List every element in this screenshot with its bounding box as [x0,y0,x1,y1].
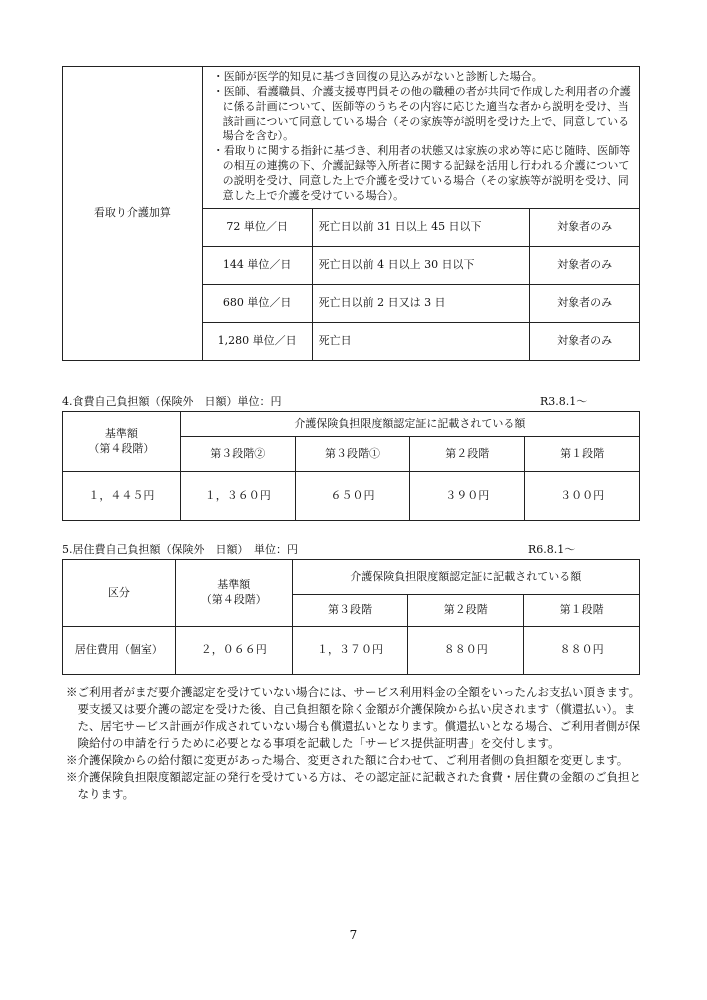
housing-category-header: 区分 [63,560,176,627]
table-row [63,627,640,675]
food-subheader: 第３段階② [180,437,295,472]
target-cell: 対象者のみ [530,323,640,361]
kantori-label: 看取り介護加算 [63,67,203,361]
page-number: 7 [349,928,358,942]
period-cell: 死亡日以前 31 日以上 45 日以下 [312,209,530,247]
food-section-title: 4.食費自己負担額（保険外 日額）単位：円 [62,395,282,408]
food-cost-table [62,411,640,521]
food-subheader: 第３段階① [295,437,410,472]
food-base-value: １，４４５円 [63,472,181,521]
housing-subheader: 第３段階 [292,595,408,627]
food-group-header: 介護保険負担限度額認定証に記載されている額 [180,412,639,437]
food-value: ３９０円 [410,472,525,521]
units-cell: 72 単位／日 [202,209,312,247]
note-item: ※介護保険からの給付額に変更があった場合、変更された額に合わせて、ご利用者側の負担額を変更します。 [66,753,629,767]
units-cell: 1,280 単位／日 [202,323,312,361]
note-item: ※ご利用者がまだ要介護認定を受けていない場合には、サービス利用料金の全額をいったんお支払い頂きます。要支援又は要介護の認定を受けた後、自己負担額を除く金額が介護保険から払い戻されます（償還払い）。また、居宅サービス計画が作成されていない場合も償還払いとなります。償還払いとなる場合、ご利用者側が保険給付の申請を行うために必要となる事項を記載した「サービス提供証明書」を交付します。 [66,685,641,750]
food-subheader: 第２段階 [410,437,525,472]
food-subheader: 第１段階 [525,437,640,472]
kantori-table [62,66,640,361]
condition-item: ・医師が医学的知見に基づき回復の見込みがないと診断した場合。 [212,70,543,83]
housing-value: ８８０円 [408,627,524,675]
kantori-conditions [202,67,639,209]
period-cell: 死亡日以前 4 日以上 30 日以下 [312,247,530,285]
housing-subheader: 第２段階 [408,595,524,627]
food-value: １，３６０円 [180,472,295,521]
units-cell: 144 単位／日 [202,247,312,285]
target-cell: 対象者のみ [530,209,640,247]
housing-base-header: 基準額 （第４段階） [175,560,292,627]
target-cell: 対象者のみ [530,285,640,323]
target-cell: 対象者のみ [530,247,640,285]
housing-value: ８８０円 [524,627,640,675]
housing-row-label: 居住費用（個室） [63,627,176,675]
condition-item: ・医師、看護職員、介護支援専門員その他の職種の者が共同で作成した利用者の介護に係る計画について、医師等のうちその内容に応じた適当な者から説明を受け、当該計画について同意している場合（その家族等が説明を受けた上で、同意している場合を含む）。 [212,84,631,143]
notes-block [66,684,642,803]
housing-subheader: 第１段階 [524,595,640,627]
food-base-header: 基準額 （第４段階） [63,412,181,472]
housing-value: １，３７０円 [292,627,408,675]
housing-cost-table [62,559,640,675]
note-item: ※介護保険負担限度額認定証の発行を受けている方は、その認定証に記載された食費・居住費の金額のご負担となります。 [66,770,641,801]
table-row [63,472,640,521]
period-cell: 死亡日以前 2 日又は 3 日 [312,285,530,323]
food-value: ３００円 [525,472,640,521]
food-effective-date: R3.8.1～ [540,395,588,408]
housing-section-title: 5.居住費自己負担額（保険外 日額） 単位：円 [62,543,298,556]
condition-item: ・看取りに関する指針に基づき、利用者の状態又は家族の求め等に応じ随時、医師等の相互の連携の下、介護記録等入所者に関する記録を活用し行われる介護についての説明を受け、同意した上で介護を受けている場合（その家族等が説明を受け、同意した上で介護を受けている場合）。 [212,144,631,202]
food-value: ６５０円 [295,472,410,521]
housing-effective-date: R6.8.1～ [528,543,576,556]
units-cell: 680 単位／日 [202,285,312,323]
housing-group-header: 介護保険負担限度額認定証に記載されている額 [292,560,639,595]
period-cell: 死亡日 [312,323,530,361]
housing-base-value: ２，０６６円 [175,627,292,675]
